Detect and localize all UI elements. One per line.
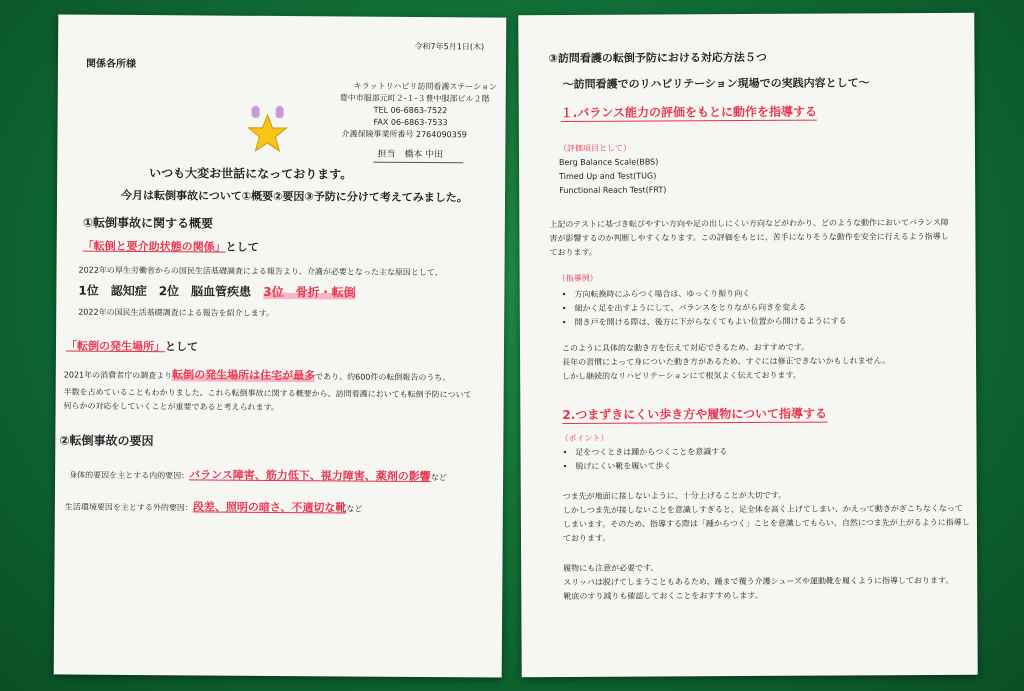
addressee: 関係各所様: [85, 58, 137, 70]
staff: 担当 橋本 中田: [373, 151, 463, 164]
guide-item-text: 細かく足を出すようにして、バランスをとりながら向きを変える: [574, 302, 807, 313]
point-item: • 脱げにくい靴を履いて歩く: [562, 461, 672, 471]
ranking-3: 3位 骨折・転倒: [263, 284, 356, 300]
factor-1-tail: など: [430, 473, 447, 483]
point-item: • 足をつくときは踵からつくことを意識する: [562, 447, 728, 457]
factor-2-value: 段差、照明の暗さ、不適切な靴: [192, 500, 347, 515]
guide-label: （指導例）: [557, 273, 598, 283]
sender-license: 介護保険事業所番号 2764090359: [341, 129, 467, 140]
section-1-heading: ①転倒事故に関する概要: [82, 215, 214, 231]
sub-1-label: 「転倒と要介助状態の関係」: [82, 239, 226, 254]
factor-1-value: バランス障害、筋力低下、視力障害、薬剤の影響: [189, 468, 431, 484]
p1-line-3: ております。: [549, 247, 597, 258]
guide-item: • 細かく足を出すようにして、バランスをとりながら向きを変える: [561, 302, 807, 313]
sub-2-line-1: [64, 368, 451, 383]
sub-2-line-3: 何らかの対応をしていくことが重要であると考えられます。: [63, 401, 279, 412]
eval-item: Timed Up and Test(TUG): [559, 171, 657, 181]
sub-1-note: 2022年の国民生活基礎調査による報告を紹介します。: [78, 307, 274, 318]
left-page: [54, 14, 507, 677]
section-3-subheading: ～訪問看護でのリハビリテーション現場での実践内容として～: [562, 76, 870, 91]
sender-name: キラットリハビリ訪問看護ステーション: [353, 81, 497, 92]
factor-2: [65, 501, 363, 515]
p4-line-2: スリッパは脱げてしまうこともあるため、踵まで覆う介護シューズや運動靴を履くように指導しております。: [563, 575, 954, 587]
item-2-heading: 2.つまずきにくい歩き方や履物について指導する: [562, 408, 827, 425]
guide-item: • 方向転換時にふらつく場合は、ゆっくり振り向く: [561, 288, 751, 299]
factor-1-label: 身体的要因を主とする内的要因：: [69, 470, 190, 481]
p1-line-1: 上記のテストに基づき転びやすい方向や足の出しにくい方向などがわかり、どのような動作においてバランス障: [549, 217, 949, 230]
sub-1-text: 2022年の厚生労働省からの国民生活基礎調査による報告より、介護が必要となった主な原因として、: [78, 265, 443, 278]
sender-tel: TEL 06-6863-7522: [373, 105, 448, 116]
guide-item: • 開き戸を開ける際は、後方に下がらなくてもよい位置から開けるようにする: [561, 316, 847, 327]
sender-address: 豊中市服部元町２-１-３豊中服部ビル２階: [339, 93, 490, 104]
sub-2-line-2: 半数を占めていることもわかりました。これら転倒事故に関する概要から、訪問看護においても転倒予防について: [63, 387, 472, 400]
p2-line-2: 長年の習慣によって身についた動き方があるため、すぐには修正できないかもしれません。: [562, 356, 891, 367]
sub-1-suffix: として: [225, 240, 259, 254]
right-page: [518, 13, 977, 677]
ranking-1-2: 1位 認知症 2位 脳血管疾患: [78, 283, 252, 299]
point-label: （ポイント）: [560, 433, 609, 443]
p4-line-1: 履物にも注意が必要です。: [563, 563, 659, 573]
guide-item-text: 開き戸を開ける際は、後方に下がらなくてもよい位置から開けるようにする: [574, 316, 847, 327]
point-item-text: 足をつくときは踵からつくことを意識する: [575, 447, 728, 457]
p3-line-1: つま先が地面に接しないように、十分上げることが大切です。: [562, 490, 787, 501]
sender-fax: FAX 06-6863-7533: [373, 117, 448, 128]
sub-2-label: 「転倒の発生場所」: [65, 339, 166, 354]
section-2-heading: ②転倒事故の要因: [59, 433, 154, 449]
ranking: [78, 285, 355, 300]
eval-item: Functional Reach Test(FRT): [559, 185, 667, 195]
bunny-star-logo: [58, 14, 506, 17]
guide-item-text: 方向転換時にふらつく場合は、ゆっくり振り向く: [574, 288, 751, 299]
factor-2-label: 生活環境要因を主とする外的要因：: [64, 502, 193, 513]
greeting-1: いつも大変お世話になっております。: [149, 166, 353, 182]
factor-1: [69, 469, 447, 484]
factor-2-tail: など: [346, 504, 363, 514]
p2-line-3: しかし継続的なリハビリテーションにて根気よく伝えております。: [562, 370, 801, 381]
p3-line-2: しかしつま先が接しないことを意識しすぎると、足全体を高く上げてしまい、かえって動きがぎこちなくなって: [562, 503, 963, 515]
p4-line-3: 靴底のすり減りも確認しておくことをおすすめします。: [563, 590, 763, 601]
sub-2-heading: [66, 341, 198, 354]
star-icon: [247, 114, 287, 152]
section-3-heading: ③訪問看護の転倒予防における対応方法５つ: [548, 50, 767, 66]
p1-line-2: 害が影響するのか判断しやすくなります。この評価をもとに、苦手になりそうな動作を安全に行えるよう指導し: [549, 231, 949, 244]
eval-label: （評価項目として）: [558, 143, 631, 153]
p3-line-4: ております。: [562, 533, 611, 543]
sub-2-suffix: として: [164, 340, 199, 354]
eval-item: Berg Balance Scale(BBS): [559, 157, 659, 167]
p2-line-1: このように具体的な動き方を伝えて対応できるため、おすすめです。: [561, 342, 810, 353]
item-1-heading: １.バランス能力の評価をもとに動作を指導する: [561, 106, 817, 123]
sub-1-heading: [83, 241, 259, 254]
sub-2-line-1-a: 2021年の消費者庁の調査より: [63, 370, 173, 381]
sub-2-line-1-c: であり、約600件の転倒報告のうち、: [315, 372, 451, 383]
sub-2-line-1-highlight: 転倒の発生場所は住宅が最多: [172, 368, 316, 383]
date: 令和7年5月1日(木): [414, 41, 485, 52]
greeting-2: 今月は転倒事故について①概要②要因③予防に分けて考えてみました。: [121, 188, 468, 205]
point-item-text: 脱げにくい靴を履いて歩く: [575, 461, 672, 471]
p3-line-3: しまいます。そのため、指導する際は「踵からつく」ことを意識してもらい、自然につま先が上がるように指導し: [562, 517, 970, 529]
